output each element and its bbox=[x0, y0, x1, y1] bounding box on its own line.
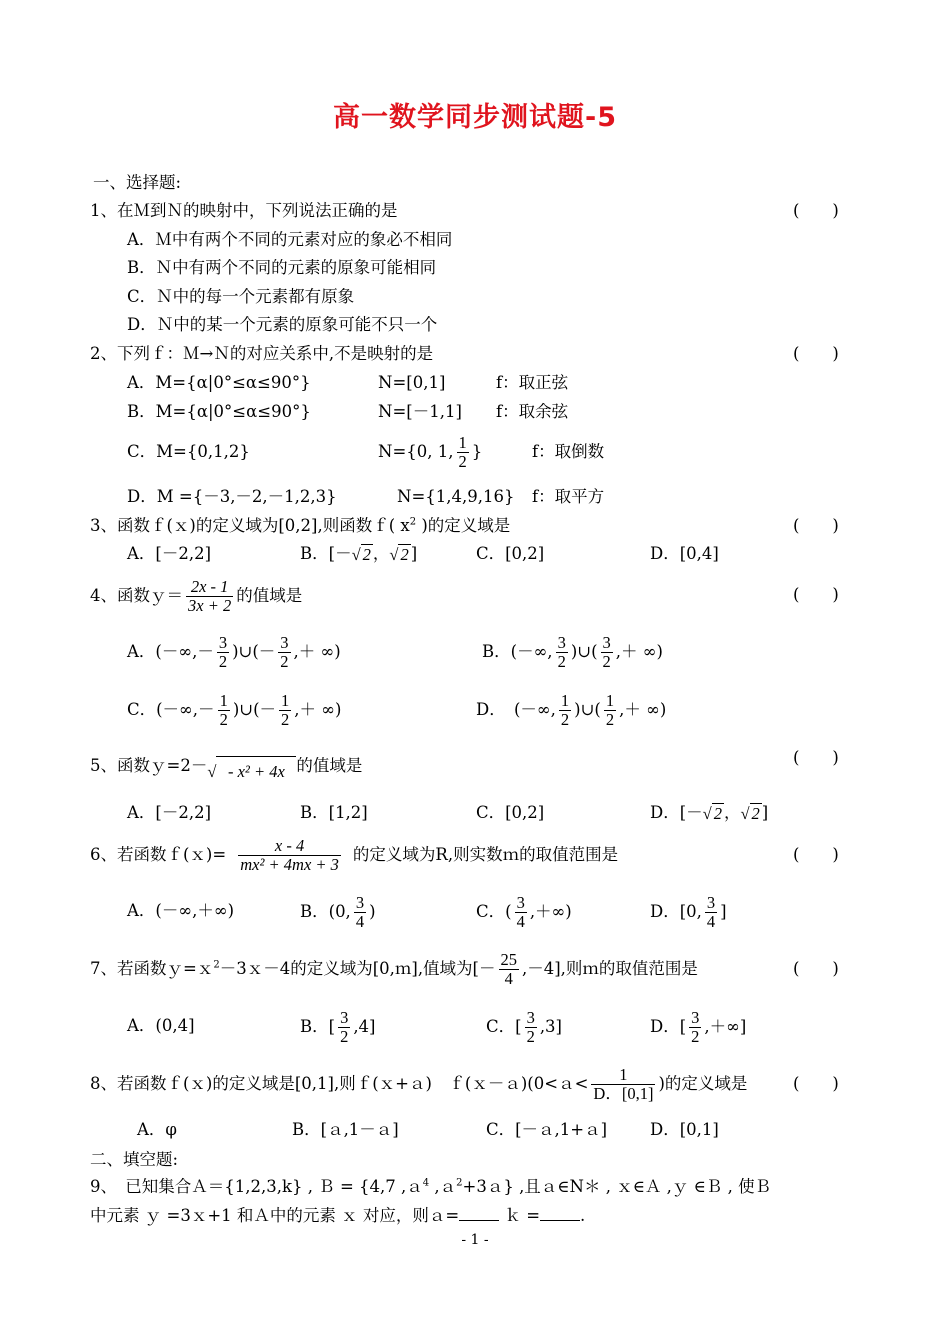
q8-option-b: B．[ａ,1－ａ] bbox=[292, 1120, 399, 1139]
fraction bbox=[559, 692, 571, 729]
q9-line2-end: . bbox=[580, 1206, 586, 1225]
fraction-denominator: 2 bbox=[605, 710, 615, 729]
q2-option-b-rule: f：取余弦 bbox=[496, 402, 569, 421]
q9-line-2 bbox=[90, 1206, 585, 1226]
q2-option-c-rule: f：取倒数 bbox=[532, 442, 605, 461]
fraction-numerator: 2x - 1 bbox=[186, 578, 233, 597]
q6-stem-text: 6、若函数ｆ(ｘ)= bbox=[90, 845, 227, 864]
fraction-denominator: 2 bbox=[219, 710, 228, 729]
fraction-denominator: 4 bbox=[516, 912, 525, 931]
q1-option-a: A．Ｍ中有两个不同的元素对应的象必不相同 bbox=[127, 230, 453, 249]
fraction-denominator: 2 bbox=[560, 710, 570, 729]
q2-option-d-codomain: N={1,4,9,16} bbox=[397, 487, 515, 506]
answer-blank[interactable] bbox=[459, 1206, 499, 1221]
fraction-denominator: 4 bbox=[504, 969, 513, 988]
fraction-denominator: 2 bbox=[218, 652, 228, 671]
q4-stem-end: 的值域是 bbox=[236, 586, 303, 605]
fraction-numerator: 3 bbox=[691, 1008, 700, 1027]
fraction-denominator: 2 bbox=[526, 1027, 535, 1046]
q8-option-c: C．[－ａ,1+ａ] bbox=[486, 1120, 608, 1139]
q3-option-a: A．[－2,2] bbox=[127, 544, 212, 563]
q3-option-b bbox=[300, 544, 417, 565]
q7-c-prefix: C．[ bbox=[486, 1017, 522, 1036]
fraction bbox=[591, 1066, 655, 1103]
q5-d-suffix: ] bbox=[761, 803, 769, 822]
q9-line2-text: 中元素 ｙ =3ｘ+1 和Ａ中的元素 ｘ 对应，则ａ= bbox=[90, 1206, 460, 1225]
q5-option-c: C．[0,2] bbox=[476, 803, 545, 822]
q5-d-prefix: D．[－ bbox=[650, 803, 703, 822]
q6-option-b bbox=[300, 890, 376, 934]
q4-c-prefix: C．(－∞,－ bbox=[127, 700, 215, 719]
q5-stem-text: 5、函数ｙ=2－ bbox=[90, 756, 208, 775]
q3-option-c: C．[0,2] bbox=[476, 544, 545, 563]
q4-b-prefix: B．(－∞, bbox=[482, 642, 553, 661]
q3-stem bbox=[90, 516, 510, 536]
sqrt-expression: √ 2 bbox=[702, 804, 722, 823]
superscript: 2 bbox=[456, 1177, 463, 1189]
q4-option-a bbox=[127, 630, 341, 674]
q6-option-c bbox=[476, 890, 572, 934]
q2-option-d-set: D．M ={－3,－2,－1,2,3} bbox=[127, 487, 337, 506]
q7-stem-mid: －3ｘ－4的定义域为[0,ｍ],值域为[－ bbox=[219, 959, 496, 978]
superscript: 4 bbox=[422, 1177, 430, 1189]
superscript: 2 bbox=[409, 516, 417, 528]
fraction-denominator: 2 bbox=[602, 652, 611, 671]
q7-option-a: A．(0,4] bbox=[127, 1016, 195, 1035]
q3-b-prefix: B．[－ bbox=[300, 544, 352, 563]
q5-stem-end: 的值域是 bbox=[296, 756, 363, 775]
q7-stem bbox=[90, 947, 698, 991]
q3-stem-end: )的定义域是 bbox=[416, 516, 511, 535]
fraction-denominator: 2 bbox=[458, 452, 467, 471]
q5-answer-paren: ( ) bbox=[793, 748, 839, 767]
fraction-numerator: 1 bbox=[219, 691, 228, 710]
fraction bbox=[238, 837, 341, 874]
q4-c-union: )∪(－ bbox=[232, 700, 277, 719]
q7-c-suffix: ,3] bbox=[539, 1017, 562, 1036]
q3-b-comma: ， bbox=[372, 544, 390, 563]
fraction bbox=[556, 634, 568, 671]
q2-stem: 2、下列ｆ：Ｍ→Ｎ的对应关系中,不是映射的是 bbox=[90, 344, 434, 363]
q5-option-a: A．[－2,2] bbox=[127, 803, 212, 822]
fraction-numerator: 3 bbox=[602, 633, 611, 652]
q4-b-union: )∪( bbox=[570, 642, 598, 661]
q4-stem-text: 4、函数ｙ＝ bbox=[90, 586, 183, 605]
sqrt-expression: √ - x² + 4x bbox=[207, 756, 296, 787]
fraction-denominator: 2 bbox=[557, 652, 566, 671]
q6-stem-end: 的定义域为R,则实数ｍ的取值范围是 bbox=[352, 845, 619, 864]
q6-d-suffix: ] bbox=[720, 902, 727, 921]
radicand: 2 bbox=[400, 545, 409, 564]
fraction bbox=[499, 951, 520, 988]
q7-option-c bbox=[486, 1005, 562, 1049]
fraction-numerator: 1 bbox=[560, 691, 570, 710]
q7-stem-text: 7、若函数ｙ=ｘ bbox=[90, 959, 214, 978]
q2-c-close-brace: } bbox=[471, 442, 483, 461]
fraction-denominator: 2 bbox=[281, 710, 290, 729]
q6-d-prefix: D．[0, bbox=[650, 902, 702, 921]
radicand: 2 bbox=[751, 804, 760, 823]
fraction-numerator: 3 bbox=[340, 1008, 349, 1027]
fraction-numerator: 3 bbox=[516, 893, 525, 912]
fraction bbox=[604, 692, 616, 729]
fraction-numerator: 1 bbox=[281, 691, 290, 710]
q9-line1-mid: ,ａ bbox=[429, 1177, 457, 1196]
superscript: 2 bbox=[213, 959, 220, 971]
fraction-denominator: 2 bbox=[691, 1027, 700, 1046]
fraction-denominator: 3x + 2 bbox=[188, 596, 232, 615]
q2-option-a-rule: f：取正弦 bbox=[496, 373, 569, 392]
fraction bbox=[217, 634, 229, 671]
q4-answer-paren: ( ) bbox=[793, 585, 839, 604]
fraction bbox=[279, 692, 291, 729]
q8-answer-paren: ( ) bbox=[793, 1074, 839, 1093]
q6-stem bbox=[90, 833, 618, 877]
fraction bbox=[525, 1009, 537, 1046]
q6-b-prefix: B．(0, bbox=[300, 902, 351, 921]
q6-answer-paren: ( ) bbox=[793, 845, 839, 864]
q4-stem bbox=[90, 574, 302, 618]
q8-stem-end: )的定义域是 bbox=[658, 1074, 748, 1093]
q1-answer-paren: ( ) bbox=[793, 201, 839, 220]
q7-b-prefix: B．[ bbox=[300, 1017, 336, 1036]
fraction-numerator: x - 4 bbox=[238, 837, 341, 856]
q2-option-a-set: A．M={α|0°≤α≤90°} bbox=[127, 373, 311, 392]
q7-stem-end: ,－4],则ｍ的取值范围是 bbox=[522, 959, 698, 978]
q3-answer-paren: ( ) bbox=[793, 516, 839, 535]
q8-stem bbox=[90, 1062, 747, 1106]
q4-option-d bbox=[476, 688, 666, 732]
q6-b-suffix: ) bbox=[369, 902, 376, 921]
page-number: - 1 - bbox=[461, 1232, 489, 1248]
q6-option-d bbox=[650, 890, 727, 934]
q1-option-d: D．Ｎ中的某一个元素的原象可能不只一个 bbox=[127, 315, 438, 334]
section-heading-fill: 二、填空题: bbox=[90, 1150, 179, 1169]
q7-option-d bbox=[650, 1005, 746, 1049]
q3-option-d: D．[0,4] bbox=[650, 544, 719, 563]
q9-line1-text: 9、 已知集合Ａ＝{1,2,3,k} , Ｂ = {4,7 ,ａ bbox=[90, 1177, 423, 1196]
q7-option-b bbox=[300, 1005, 376, 1049]
q4-a-prefix: A．(－∞,－ bbox=[127, 642, 214, 661]
answer-blank[interactable] bbox=[540, 1206, 580, 1221]
q1-option-b: B．Ｎ中有两个不同的元素的原象可能相同 bbox=[127, 258, 437, 277]
q6-c-suffix: ,＋∞) bbox=[529, 902, 572, 921]
q2-c-codomain-text: N={0, 1, bbox=[378, 442, 454, 461]
fraction-numerator: 3 bbox=[526, 1008, 535, 1027]
q7-b-suffix: ,4] bbox=[353, 1017, 376, 1036]
fraction bbox=[457, 434, 469, 471]
q2-option-c-codomain bbox=[378, 430, 482, 474]
q4-d-suffix: ,＋ ∞) bbox=[619, 700, 667, 719]
fraction bbox=[705, 894, 717, 931]
page-title: 高一数学同步测试题-5 bbox=[333, 102, 617, 133]
fraction bbox=[601, 634, 613, 671]
q8-option-d: D．[0,1] bbox=[650, 1120, 719, 1139]
fraction-numerator: 3 bbox=[355, 893, 365, 912]
fraction-denominator: 4 bbox=[355, 912, 365, 931]
q2-option-c-set: C．M={0,1,2} bbox=[127, 442, 250, 461]
q7-d-suffix: ,＋∞] bbox=[704, 1017, 747, 1036]
fraction-numerator: 25 bbox=[500, 950, 517, 969]
q2-option-b-set: B．M={α|0°≤α≤90°} bbox=[127, 402, 311, 421]
q5-option-d bbox=[650, 803, 768, 824]
q4-a-suffix: ,＋ ∞) bbox=[293, 642, 341, 661]
q8-option-a: A．φ bbox=[137, 1120, 177, 1139]
q1-stem: 1、在Ｍ到Ｎ的映射中，下列说法正确的是 bbox=[90, 201, 398, 220]
q7-d-prefix: D．[ bbox=[650, 1017, 687, 1036]
fraction-numerator: 3 bbox=[218, 633, 228, 652]
q8-stem-text: 8、若函数ｆ(ｘ)的定义域是[0,1],则ｆ(ｘ+ａ) ｆ(ｘ－ａ)(0<ａ< bbox=[90, 1074, 589, 1093]
q5-d-comma: ， bbox=[723, 803, 741, 822]
q9-line1-end: +3ａ} ,且ａ∈N＊ , ｘ∈Ａ ,ｙ ∈Ｂ , 使Ｂ bbox=[462, 1177, 772, 1196]
q4-option-b bbox=[482, 630, 663, 674]
q9-line2-mid: ｋ = bbox=[499, 1206, 541, 1225]
fraction-denominator: 4 bbox=[706, 912, 716, 931]
fraction bbox=[338, 1009, 350, 1046]
q4-a-union: )∪(－ bbox=[232, 642, 276, 661]
fraction-numerator: 1 bbox=[605, 691, 615, 710]
q3-stem-text: 3、函数ｆ(ｘ)的定义域为[0,2],则函数ｆ( x bbox=[90, 516, 410, 535]
fraction bbox=[354, 894, 366, 931]
fraction-denominator: 2 bbox=[280, 652, 289, 671]
q4-option-c bbox=[127, 688, 341, 732]
q4-b-suffix: ,＋ ∞) bbox=[615, 642, 663, 661]
fraction bbox=[515, 894, 527, 931]
q9-line-1 bbox=[90, 1177, 771, 1197]
q6-option-a: A．(－∞,＋∞) bbox=[127, 901, 235, 920]
fraction-numerator: 3 bbox=[280, 633, 289, 652]
q2-option-b-codomain: N=[－1,1] bbox=[378, 402, 462, 421]
fraction-denominator: 2 bbox=[340, 1027, 349, 1046]
q4-d-prefix: D． (－∞, bbox=[476, 700, 556, 719]
sqrt-expression: √ 2 bbox=[389, 545, 409, 564]
radicand: 2 bbox=[713, 804, 722, 823]
section-heading-choice: 一、选择题: bbox=[93, 173, 182, 192]
sqrt-expression: √ 2 bbox=[351, 545, 371, 564]
q5-option-b: B．[1,2] bbox=[300, 803, 368, 822]
q2-answer-paren: ( ) bbox=[793, 344, 839, 363]
radicand: - x² + 4x bbox=[216, 756, 296, 787]
fraction-denominator: D．[0,1] bbox=[593, 1084, 654, 1103]
fraction-numerator: 3 bbox=[706, 893, 716, 912]
q4-d-union: )∪( bbox=[574, 700, 601, 719]
q2-option-d-rule: f：取平方 bbox=[532, 487, 605, 506]
q6-c-prefix: C．( bbox=[476, 902, 512, 921]
fraction bbox=[278, 634, 290, 671]
fraction-numerator: 3 bbox=[557, 633, 566, 652]
sqrt-expression: √ 2 bbox=[740, 804, 760, 823]
q2-option-a-codomain: N=[0,1] bbox=[378, 373, 446, 392]
fraction-numerator: 1 bbox=[458, 433, 467, 452]
fraction bbox=[218, 692, 230, 729]
q7-answer-paren: ( ) bbox=[793, 959, 839, 978]
q3-b-suffix: ] bbox=[410, 544, 418, 563]
q5-stem bbox=[90, 746, 362, 787]
fraction-numerator: 1 bbox=[591, 1066, 655, 1085]
radicand: 2 bbox=[362, 545, 371, 564]
fraction bbox=[186, 578, 233, 615]
fraction bbox=[689, 1009, 701, 1046]
fraction-denominator: mx² + 4mx + 3 bbox=[240, 855, 339, 874]
q1-option-c: C．Ｎ中的每一个元素都有原象 bbox=[127, 287, 355, 306]
q4-c-suffix: ,＋ ∞) bbox=[294, 700, 342, 719]
